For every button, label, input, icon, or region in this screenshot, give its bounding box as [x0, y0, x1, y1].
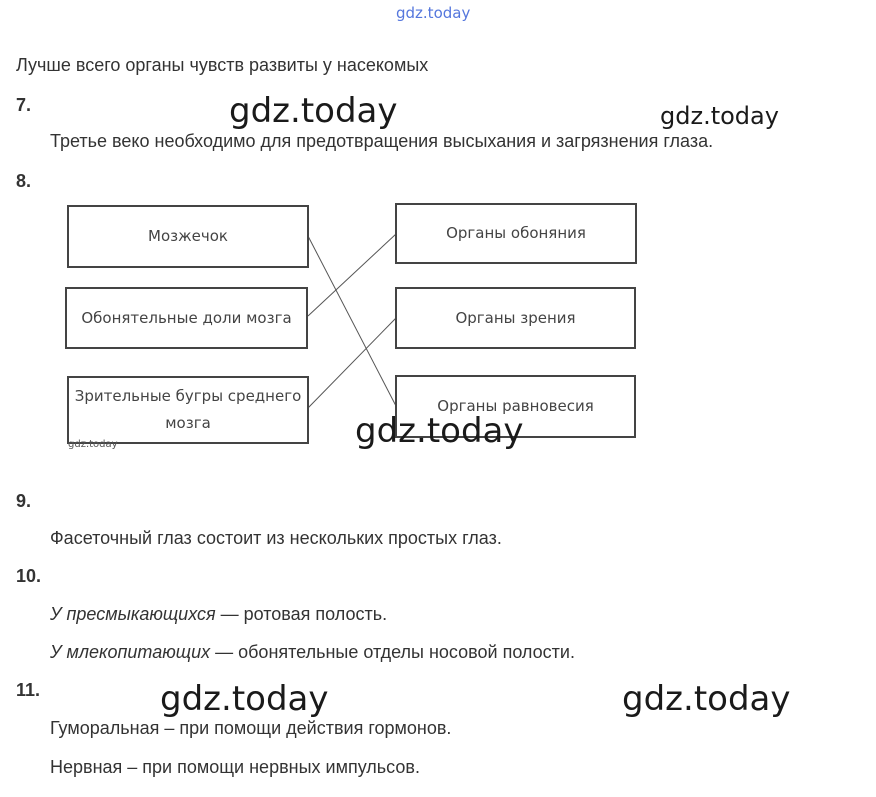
- question-number-10: 10.: [16, 566, 42, 586]
- answer-10-line-1: [50, 603, 387, 625]
- right-box-label: Органы обоняния: [446, 224, 586, 242]
- left-box-label: Обонятельные доли мозга: [81, 308, 292, 327]
- watermark: gdz.today: [622, 679, 791, 719]
- right-box-vision-organs: [395, 287, 636, 349]
- left-box-cerebellum: [67, 205, 309, 268]
- watermark-top: gdz.today: [396, 4, 471, 22]
- question-number-11: 11.: [16, 680, 41, 700]
- answer-7: Третье веко необходимо для предотвращения высыхания и загрязнения глаза.: [50, 131, 714, 151]
- answer-10-line-1-subject: У пресмыкающихся: [50, 604, 216, 624]
- intro-text: Лучше всего органы чувств развиты у насекомых: [16, 55, 429, 75]
- watermark: gdz.today: [229, 91, 398, 131]
- right-box-smell-organs: [395, 203, 637, 264]
- answer-9: Фасеточный глаз состоит из нескольких простых глаз.: [50, 528, 502, 548]
- question-number-8: 8.: [16, 171, 32, 191]
- answer-11-line-1: Гуморальная – при помощи действия гормонов.: [50, 718, 452, 738]
- match-line-olfactory-lobes-smell: [308, 234, 396, 316]
- answer-10-line-2-text: — обонятельные отделы носовой полости.: [210, 642, 575, 662]
- answer-10-line-2: [50, 641, 575, 663]
- left-box-label: Зрительные бугры среднего мозга: [74, 387, 302, 432]
- left-box-optic-lobes: [67, 376, 309, 444]
- left-box-label: Мозжечок: [148, 227, 228, 245]
- answer-10-line-1-text: — ротовая полость.: [215, 604, 388, 624]
- watermark: gdz.today: [355, 411, 524, 451]
- left-box-olfactory-lobes: [65, 287, 308, 349]
- question-number-9: 9.: [16, 491, 32, 511]
- watermark-small: gdz.today: [68, 439, 118, 450]
- match-line-optic-lobes-vision: [308, 318, 396, 408]
- question-number-7: 7.: [16, 95, 32, 115]
- watermark: gdz.today: [160, 679, 329, 719]
- right-box-label: Органы зрения: [455, 308, 576, 327]
- watermark: gdz.today: [660, 102, 779, 130]
- right-box-label: Органы равновесия: [437, 397, 594, 415]
- match-line-cerebellum-balance: [308, 236, 396, 406]
- answer-11-line-2: Нервная – при помощи нервных импульсов.: [50, 757, 420, 777]
- answer-10-line-2-subject: У млекопитающих: [50, 642, 211, 662]
